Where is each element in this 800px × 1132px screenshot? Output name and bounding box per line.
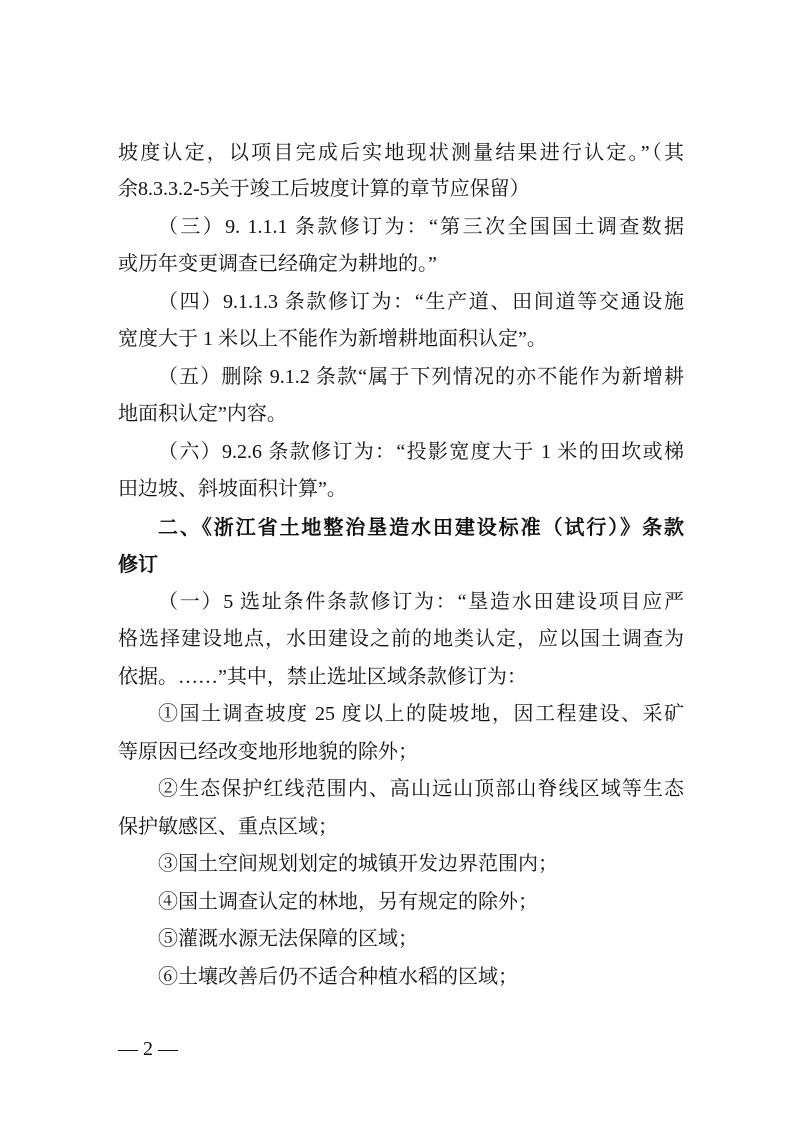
paragraph-line: （六）9.2.6 条款修订为：“投影宽度大于 1 米的田坎或梯 xyxy=(158,441,684,463)
paragraph-line: 或历年变更调查已经确定为耕地的。” xyxy=(118,253,437,275)
paragraph-line: （三）9. 1.1.1 条款修订为：“第三次全国国土调查数据 xyxy=(158,216,684,238)
list-item: ⑥土壤改善后仍不适合种植水稻的区域； xyxy=(158,966,518,988)
list-item: ③国土空间规划划定的城镇开发边界范围内； xyxy=(158,853,558,875)
paragraph-line: （五）删除 9.1.2 条款“属于下列情况的亦不能作为新增耕 xyxy=(158,366,684,388)
paragraph-line: （一）5 选址条件条款修订为：“垦造水田建设项目应严 xyxy=(158,591,684,613)
paragraph-line: 宽度大于 1 米以上不能作为新增耕地面积认定”。 xyxy=(118,328,547,350)
list-item: 等原因已经改变地形地貌的除外； xyxy=(118,741,418,763)
paragraph-line: 坡度认定，以项目完成后实地现状测量结果进行认定。”（其 xyxy=(118,142,684,164)
paragraph-line: （四）9.1.1.3 条款修订为：“生产道、田间道等交通设施 xyxy=(158,291,684,313)
paragraph-line: 格选择建设地点，水田建设之前的地类认定，应以国土调查为 xyxy=(118,628,684,650)
list-item: ②生态保护红线范围内、高山远山顶部山脊线区域等生态 xyxy=(158,778,684,800)
list-item: ④国土调查认定的林地，另有规定的除外； xyxy=(158,891,538,913)
paragraph-line: 田边坡、斜坡面积计算”。 xyxy=(118,478,347,500)
section-heading: 二、《浙江省土地整治垦造水田建设标准（试行）》条款 xyxy=(158,515,684,539)
list-item: ⑤灌溉水源无法保障的区域； xyxy=(158,928,418,950)
paragraph-line: 地面积认定”内容。 xyxy=(118,403,287,425)
page-number: — 2 — xyxy=(118,1038,178,1060)
paragraph-line: 依据。……”其中，禁止选址区域条款修订为： xyxy=(118,666,527,688)
paragraph-line: 余8.3.3.2-5关于竣工后坡度计算的章节应保留） xyxy=(118,178,530,200)
section-heading: 修订 xyxy=(118,552,158,576)
list-item: 保护敏感区、重点区域； xyxy=(118,816,338,838)
list-item: ①国土调查坡度 25 度以上的陡坡地，因工程建设、采矿 xyxy=(158,703,684,725)
